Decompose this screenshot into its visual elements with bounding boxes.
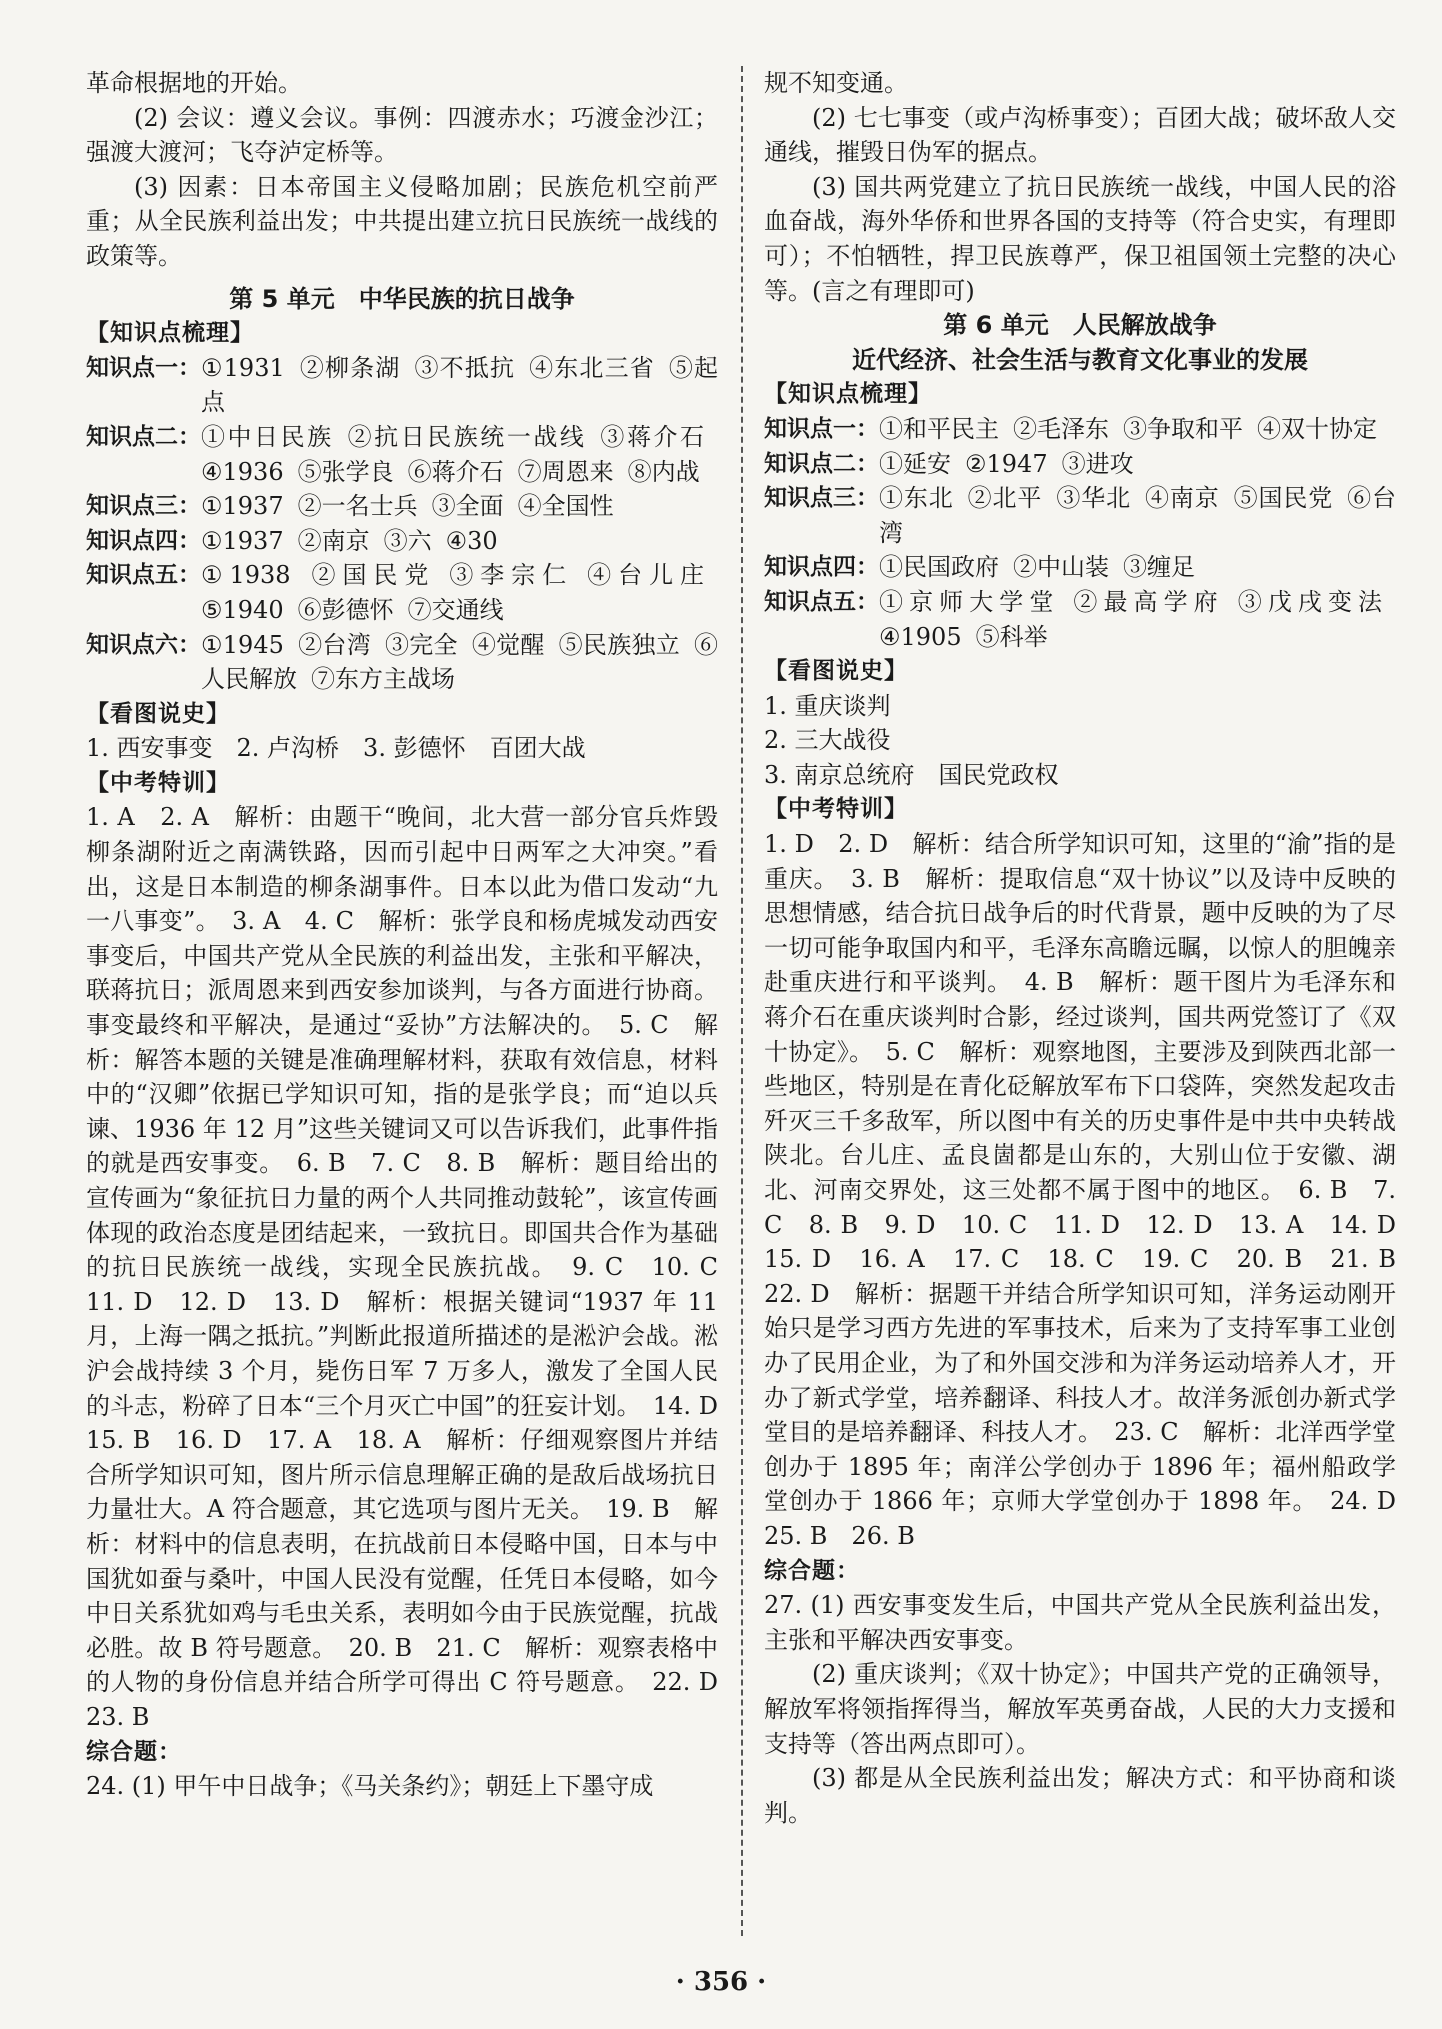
- exam-answers: 1. D 2. D 解析：结合所学知识可知，这里的“渝”指的是重庆。 3. B 解析：提取信息“双十协议”以及诗中反映的思想情感，结合抗日战争后的时代背景，题中反映的为了尽一切可能争取国内和平，毛泽东高瞻远瞩，以惊人的胆魄亲赴重庆进行和平谈判。 4. B 解析：题干图片为毛泽东和蒋介石在重庆谈判时合影，经过谈判，国共两党签订了《双十协定》。 5. C 解析：观察地图，主要涉及到陕西北部一些地区，特别是在青化砭解放军布下口袋阵，突然发起攻击歼灭三千多敌军，所以图中有关的历史事件是中共中央转战陕北。台儿庄、孟良崮都是山东的，大别山位于安徽、湖北、河南交界处，这三处都不属于图中的地区。 6. B 7. C 8. B 9. D 10. C 11. D 12. D 13. A 14. D 15. D 16. A 17. C 18. C 19. C 20. B 21. B 22. D 解析：据题干并结合所学知识可知，洋务运动刚开始只是学习西方先进的军事技术，后来为了支持军事工业创办了民用企业，为了和外国交涉和为洋务运动培养人才，开办了新式学堂，培养翻译、科技人才。故洋务派创办新式学堂目的是培养翻译、科技人才。 23. C 解析：北洋西学堂创办于 1895 年；南洋公学创办于 1896 年；福州船政学堂创办于 1866 年；京师大学堂创办于 1898 年。 24. D 25. B 26. B: [764, 830, 1420, 1550]
- exam-answers: 1. A 2. A 解析：由题干“晚间，北大营一部分官兵炸毁柳条湖附近之南满铁路，因而引起中日两军之大冲突。”看出，这是日本制造的柳条湖事件。日本以此为借口发动“九一八事变”。 3. A 4. C 解析：张学良和杨虎城发动西安事变后，中国共产党从全民族的利益出发，主张和平解决，联蒋抗日；派周恩来到西安参加谈判，与各方面进行协商。事变最终和平解决，是通过“妥协”方法解决的。 5. C 解析：解答本题的关键是准确理解材料，获取有效信息，材料中的“汉卿”依据已学知识可知，指的是张学良；而“迫以兵谏、1936 年 12 月”这些关键词又可以告诉我们，此事件指的就是西安事变。 6. B 7. C 8. B 解析：题目给出的宣传画为“象征抗日力量的两个人共同推动鼓轮”，该宣传画体现的政治态度是团结起来，一致抗日。即国共合作为基础的抗日民族统一战线，实现全民族抗战。 9. C 10. C 11. D 12. D 13. D 解析：根据关键词“1937 年 11 月，上海一隅之抵抗。”判断此报道所描述的是淞沪会战。淞沪会战持续 3 个月，毙伤日军 7 万多人，激发了全国人民的斗志，粉碎了日本“三个月灭亡中国”的狂妄计划。 14. D 15. B 16. D 17. A 18. A 解析：仔细观察图片并结合所学知识可知，图片所示信息理解正确的是敌后战场抗日力量壮大。A 符合题意，其它选项与图片无关。 19. B 解析：材料中的信息表明，在抗战前日本侵略中国，日本与中国犹如蚕与桑叶，中国人民没有觉醒，任凭日本侵略，如今中日关系犹如鸡与毛虫关系，表明如今由于民族觉醒，抗战必胜。故 B 符号题意。 20. B 21. C 解析：观察表格中的人物的身份信息并结合所学可得出 C 符号题意。 22. D 23. B: [86, 803, 742, 1731]
- answer-item: ④觉醒: [471, 630, 545, 659]
- section-header: 【看图说史】: [764, 658, 908, 685]
- text-line: (2) 七七事变（或卢沟桥事变）；百团大战；破坏敌人交通线，摧毁日伪军的据点。: [764, 103, 1396, 167]
- section-header: 【看图说史】: [86, 700, 230, 727]
- answer-item: ③全面: [431, 492, 504, 521]
- comprehensive-answer: (2) 重庆谈判；《双十协定》；中国共产党的正确领导，解放军将领指挥得当，解放军英勇奋战，人民的大力支援和支持等（答出两点即可）。: [764, 1660, 1396, 1758]
- answer-item: ①1937: [201, 492, 284, 521]
- knowledge-point-label: 知识点四：: [86, 527, 201, 554]
- comprehensive-answer: (3) 都是从全民族利益出发；解决方式：和平协商和谈判。: [764, 1764, 1396, 1827]
- knowledge-point-label: 知识点五：: [86, 562, 201, 589]
- text-line: 革命根据地的开始。: [86, 69, 302, 97]
- answer-item: ③进攻: [1061, 449, 1134, 478]
- knowledge-point: [86, 489, 718, 524]
- knowledge-point: [764, 412, 1396, 447]
- picture-answer: 2. 三大战役: [764, 726, 891, 755]
- knowledge-point: [764, 481, 1396, 550]
- answer-item: ①1938: [201, 561, 291, 590]
- answer-item: ①中日民族: [201, 422, 334, 451]
- knowledge-point-label: 知识点五：: [764, 588, 879, 615]
- answer-item: ②最高学府: [1073, 587, 1224, 616]
- answer-item: ⑥蒋介石: [407, 457, 504, 486]
- answer-item: ②台湾: [297, 630, 371, 659]
- answer-item: ④1936: [201, 457, 284, 486]
- answer-item: ①1931: [201, 353, 285, 382]
- answer-item: ①1937: [201, 526, 284, 555]
- knowledge-point-label: 知识点四：: [764, 554, 879, 581]
- answer-item: ②一名士兵: [297, 492, 418, 521]
- answer-item: ⑧内战: [627, 457, 700, 486]
- answer-item: ③戊戌变法: [1237, 587, 1383, 616]
- answer-item: ⑥彭德怀: [297, 595, 394, 624]
- answer-item: ⑤民族独立: [558, 630, 681, 659]
- section-header: 综合题：: [764, 1557, 860, 1584]
- section-header: 【中考特训】: [86, 769, 230, 796]
- answer-item: ③六: [383, 526, 432, 555]
- comprehensive-answer: 27. (1) 西安事变发生后，中国共产党从全民族利益出发，主张和平解决西安事变。: [764, 1591, 1396, 1654]
- knowledge-point: [86, 558, 718, 627]
- answer-item: ①京师大学堂: [879, 587, 1060, 616]
- answer-item: ④东北三省: [529, 353, 655, 382]
- section-header: 【中考特训】: [764, 796, 908, 823]
- text-line: (2) 会议：遵义会议。事例：四渡赤水；巧渡金沙江；强渡大渡河；飞夺泸定桥等。: [86, 103, 718, 167]
- knowledge-point-label: 知识点二：: [86, 423, 201, 450]
- answer-item: ③完全: [384, 630, 458, 659]
- column-divider: [741, 66, 743, 1936]
- knowledge-point: [86, 628, 718, 697]
- answer-item: ①和平民主: [879, 414, 999, 443]
- answer-item: ③华北: [1056, 484, 1131, 513]
- answer-item: ④南京: [1144, 484, 1220, 513]
- answer-item: ②柳条湖: [298, 353, 401, 382]
- answer-item: ①东北: [879, 484, 954, 513]
- answer-item: ①民国政府: [879, 553, 999, 582]
- left-column: [86, 66, 742, 1804]
- answer-item: ⑥台湾: [879, 484, 1397, 547]
- answer-item: ③李宗仁: [449, 561, 574, 590]
- answer-item: ⑤科举: [975, 622, 1048, 651]
- answer-item: ④30: [445, 526, 498, 555]
- answer-item: ⑤起点: [201, 353, 719, 417]
- unit-title: 第 5 单元 中华民族的抗日战争: [229, 284, 575, 313]
- answer-item: ②北平: [967, 484, 1043, 513]
- answer-item: ③不抵抗: [414, 353, 516, 382]
- answer-item: ⑦东方主战场: [311, 665, 455, 694]
- answer-item: ④双十协定: [1257, 414, 1377, 443]
- comprehensive-answer: 24. (1) 甲午中日战争；《马关条约》；朝廷上下墨守成: [86, 1772, 654, 1801]
- text-line: 规不知变通。: [764, 69, 908, 97]
- answer-item: ⑥人民解放: [201, 630, 719, 694]
- unit-title: 第 6 单元 人民解放战争: [943, 311, 1217, 340]
- answer-item: ②中山装: [1013, 553, 1109, 582]
- knowledge-point-label: 知识点三：: [86, 493, 201, 520]
- knowledge-point-label: 知识点一：: [86, 354, 201, 381]
- answer-item: ④1905: [879, 622, 962, 651]
- answer-item: ⑤国民党: [1233, 484, 1334, 513]
- answer-item: ②南京: [297, 526, 370, 555]
- answer-item: ⑤1940: [201, 595, 284, 624]
- knowledge-point: [764, 585, 1396, 654]
- answer-item: ①延安: [879, 449, 951, 478]
- knowledge-point-label: 知识点六：: [86, 631, 201, 658]
- knowledge-point: [86, 420, 718, 489]
- answer-item: ⑦周恩来: [517, 457, 614, 486]
- knowledge-point-label: 知识点三：: [764, 485, 879, 512]
- answer-item: ④台儿庄: [587, 561, 705, 590]
- answer-item: ⑦交通线: [407, 595, 504, 624]
- answer-item: ③缠足: [1123, 553, 1195, 582]
- page-number: · 356 ·: [675, 1967, 767, 1997]
- answer-item: ⑤张学良: [297, 457, 394, 486]
- knowledge-point: [86, 351, 718, 420]
- answer-item: ①1945: [201, 630, 284, 659]
- answer-item: ③争取和平: [1123, 414, 1243, 443]
- answer-item: ③蒋介石: [600, 422, 705, 451]
- right-column: [764, 66, 1420, 1830]
- knowledge-point: [764, 447, 1396, 482]
- answer-item: ②毛泽东: [1013, 414, 1109, 443]
- knowledge-point: [764, 550, 1396, 585]
- text-line: (3) 因素：日本帝国主义侵略加剧；民族危机空前严重；从全民族利益出发；中共提出建立抗日民族统一战线的政策等。: [86, 172, 718, 270]
- picture-answers: 1. 西安事变 2. 卢沟桥 3. 彭德怀 百团大战: [86, 734, 586, 763]
- knowledge-point-label: 知识点二：: [764, 450, 879, 477]
- knowledge-point-label: 知识点一：: [764, 415, 879, 442]
- answer-item: ②1947: [965, 449, 1048, 478]
- knowledge-point: [86, 524, 718, 559]
- answer-item: ④全国性: [517, 492, 614, 521]
- picture-answer: 3. 南京总统府 国民党政权: [764, 760, 1059, 789]
- section-header: 【知识点梳理】: [764, 381, 932, 408]
- answer-item: ②抗日民族统一战线: [347, 422, 587, 451]
- section-header: 【知识点梳理】: [86, 320, 254, 347]
- section-header: 综合题：: [86, 1738, 182, 1765]
- text-line: (3) 国共两党建立了抗日民族统一战线，中国人民的浴血奋战，海外华侨和世界各国的支持等（符合史实，有理即可）；不怕牺牲，捍卫民族尊严，保卫祖国领土完整的决心等。(言之有理即可): [764, 172, 1396, 305]
- unit-subtitle: 近代经济、社会生活与教育文化事业的发展: [852, 345, 1308, 374]
- picture-answer: 1. 重庆谈判: [764, 691, 891, 720]
- answer-item: ②国民党: [304, 561, 436, 590]
